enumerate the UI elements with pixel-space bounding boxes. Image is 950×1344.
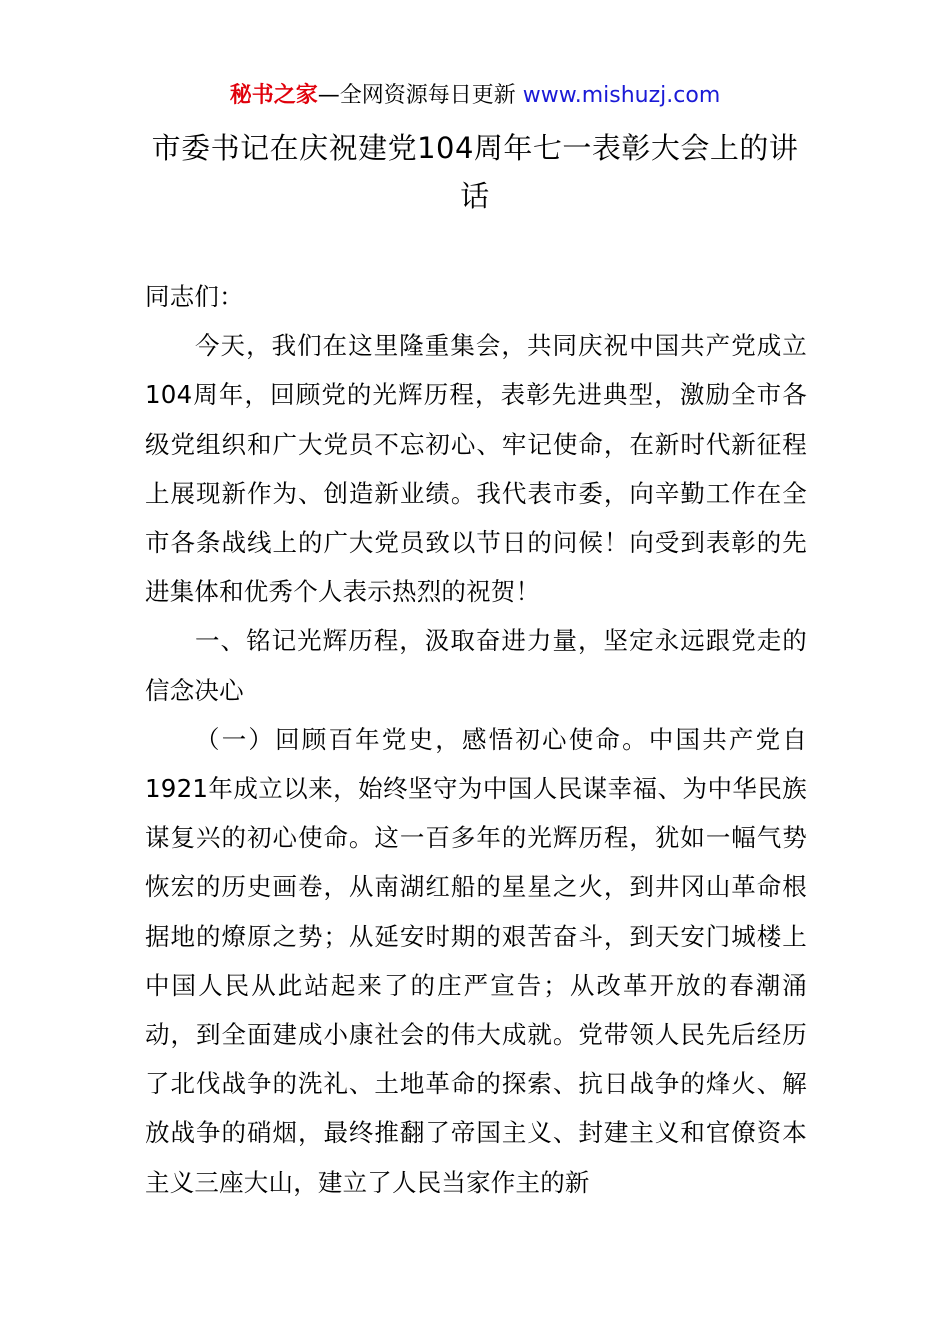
- site-tagline: —全网资源每日更新: [317, 83, 523, 108]
- site-header: [0, 80, 950, 112]
- site-url-link[interactable]: www.mishuzj.com: [522, 83, 721, 108]
- paragraph-intro: 今天，我们在这里隆重集会，共同庆祝中国共产党成立104周年，回顾党的光辉历程，表彰先进典型，激励全市各级党组织和广大党员不忘初心、牢记使命，在新时代新征程上展现新作为、创造新业绩。我代表市委，向辛勤工作在全市各条战线上的广大党员致以节日的问候！向受到表彰的先进集体和优秀个人表示热烈的祝贺！: [145, 331, 807, 607]
- salutation: 同志们：: [145, 282, 244, 311]
- paragraph-subsection-1: （一）回顾百年党史，感悟初心使命。中国共产党自1921年成立以来，始终坚守为中国人民谋幸福、为中华民族谋复兴的初心使命。这一百多年的光辉历程，犹如一幅气势恢宏的历史画卷，从南湖红船的星星之火，到井冈山革命根据地的燎原之势；从延安时期的艰苦奋斗，到天安门城楼上中国人民从此站起来了的庄严宣告；从改革开放的春潮涌动，到全面建成小康社会的伟大成就。党带领人民先后经历了北伐战争的洗礼、土地革命的探索、抗日战争的烽火、解放战争的硝烟，最终推翻了帝国主义、封建主义和官僚资本主义三座大山，建立了人民当家作主的新: [145, 724, 807, 1197]
- document-body: [145, 272, 807, 1207]
- section-heading-1: 一、铭记光辉历程，汲取奋进力量，坚定永远跟党走的信念决心: [145, 626, 807, 705]
- document-title: 市委书记在庆祝建党104周年七一表彰大会上的讲话: [151, 131, 799, 213]
- site-brand: 秘书之家: [229, 83, 318, 108]
